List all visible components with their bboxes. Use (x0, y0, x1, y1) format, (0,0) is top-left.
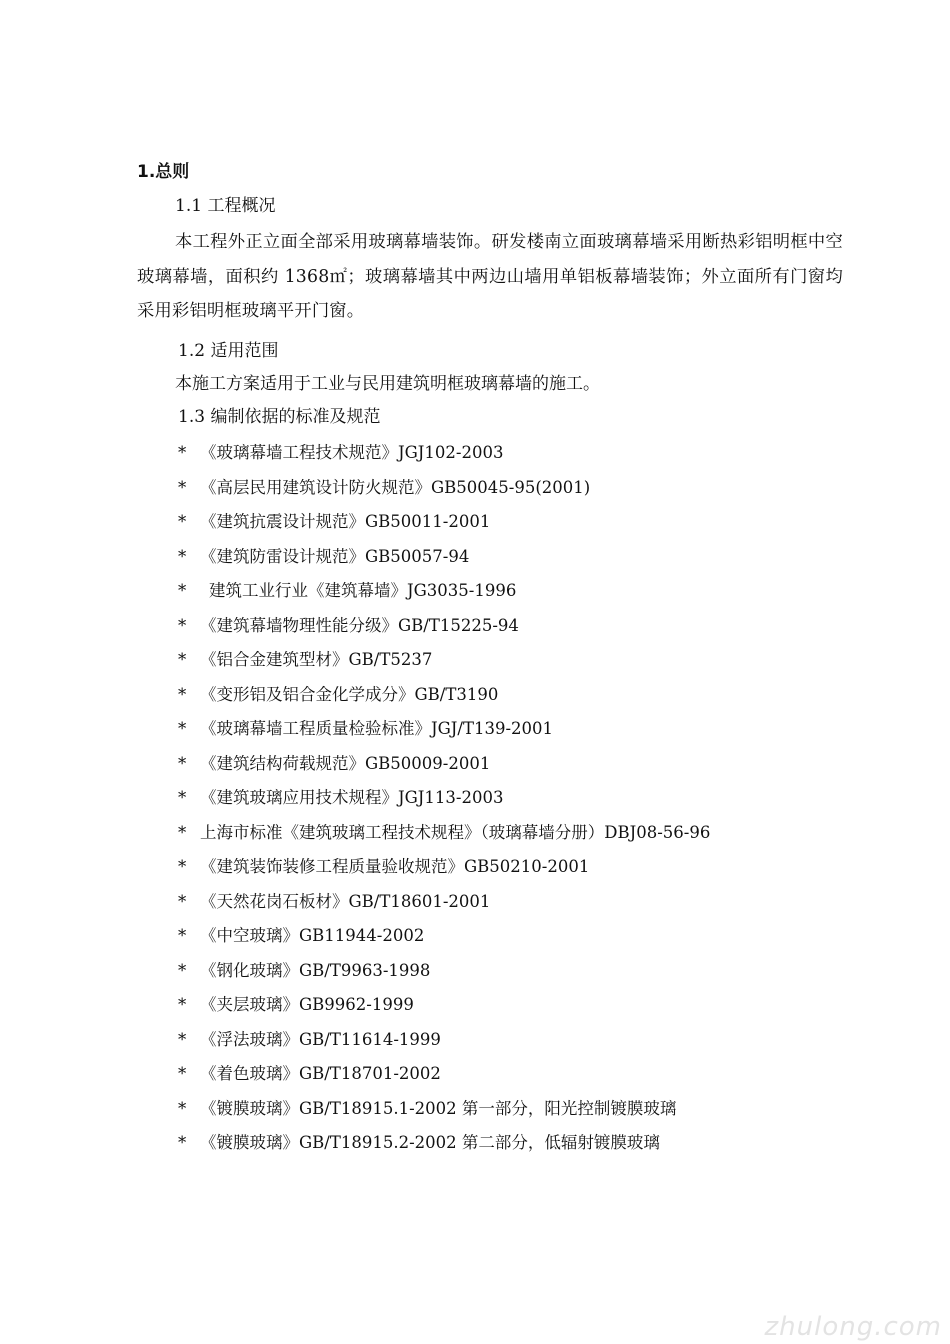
section-heading-general: 1.总则 (137, 162, 190, 182)
list-item (178, 888, 710, 923)
site-watermark: zhulong.com (764, 1312, 942, 1342)
reference-text: 建筑工业行业《建筑幕墙》JG3035-1996 (209, 581, 517, 600)
reference-text: 《建筑防雷设计规范》GB50057-94 (200, 546, 470, 566)
bullet-star: * (178, 1133, 187, 1152)
bullet-star: * (178, 684, 187, 704)
list-item (178, 543, 710, 578)
list-item (178, 577, 710, 612)
reference-text: 《镀膜玻璃》GB/T18915.1-2002 第一部分，阳光控制镀膜玻璃 (200, 1098, 677, 1118)
reference-text: 《镀膜玻璃》GB/T18915.2-2002 第二部分，低辐射镀膜玻璃 (200, 1133, 660, 1152)
bullet-star: * (178, 615, 187, 635)
list-item (178, 922, 710, 957)
bullet-star: * (178, 891, 187, 911)
reference-text: 《浮法玻璃》GB/T11614-1999 (200, 1029, 441, 1049)
list-item (178, 1060, 710, 1095)
reference-text: 《中空玻璃》GB11944-2002 (200, 926, 425, 945)
reference-text: 《建筑结构荷载规范》GB50009-2001 (200, 753, 491, 773)
list-item (178, 957, 710, 992)
bullet-star: * (178, 995, 187, 1014)
list-item (178, 1095, 710, 1130)
scope-paragraph: 本施工方案适用于工业与民用建筑明框玻璃幕墙的施工。 (175, 374, 600, 394)
reference-text: 《天然花岗石板材》GB/T18601-2001 (200, 891, 491, 911)
reference-text: 《高层民用建筑设计防火规范》GB50045-95(2001) (200, 477, 591, 497)
reference-text: 《建筑幕墙物理性能分级》GB/T15225-94 (200, 615, 519, 635)
bullet-star: * (178, 1064, 187, 1083)
list-item (178, 439, 710, 474)
list-item (178, 508, 710, 543)
list-item (178, 681, 710, 716)
list-item (178, 474, 710, 509)
project-overview-paragraph: 本工程外正立面全部采用玻璃幕墙装饰。研发楼南立面玻璃幕墙采用断热彩铝明框中空玻璃幕墙，面积约 1368㎡；玻璃幕墙其中两边山墙用单铝板幕墙装饰；外立面所有门窗均采用彩铝明框玻璃平开门窗。 (137, 232, 843, 321)
reference-text: 《夹层玻璃》GB9962-1999 (200, 995, 414, 1014)
bullet-star: * (178, 581, 187, 600)
subsection-title-scope: 1.2 适用范围 (178, 341, 279, 361)
reference-text: 《建筑装饰装修工程质量验收规范》GB50210-2001 (200, 857, 590, 876)
reference-text: 《玻璃幕墙工程技术规范》JGJ102-2003 (200, 443, 504, 462)
list-item (178, 646, 710, 681)
bullet-star: * (178, 477, 187, 497)
list-item (178, 612, 710, 647)
reference-text: 《变形铝及铝合金化学成分》GB/T3190 (200, 684, 499, 704)
reference-text: 《玻璃幕墙工程质量检验标准》JGJ/T139-2001 (200, 719, 554, 738)
bullet-star: * (178, 788, 187, 807)
list-item (178, 784, 710, 819)
bullet-star: * (178, 546, 187, 566)
bullet-star: * (178, 753, 187, 773)
reference-text: 《铝合金建筑型材》GB/T5237 (200, 650, 433, 669)
subsection-title-project-overview: 1.1 工程概况 (175, 196, 276, 216)
list-item (178, 853, 710, 888)
bullet-star: * (178, 1098, 187, 1118)
list-item (178, 750, 710, 785)
reference-text: 《建筑抗震设计规范》GB50011-2001 (200, 512, 491, 531)
bullet-star: * (178, 926, 187, 945)
subsection-title-standards: 1.3 编制依据的标准及规范 (178, 407, 381, 427)
reference-text: 《钢化玻璃》GB/T9963-1998 (200, 960, 431, 980)
list-item (178, 715, 710, 750)
list-item (178, 1026, 710, 1061)
bullet-star: * (178, 443, 187, 462)
reference-text: 上海市标准《建筑玻璃工程技术规程》（玻璃幕墙分册）DBJ08-56-96 (200, 822, 711, 842)
bullet-star: * (178, 857, 187, 876)
bullet-star: * (178, 960, 187, 980)
bullet-star: * (178, 650, 187, 669)
standards-list (178, 439, 710, 1164)
bullet-star: * (178, 1029, 187, 1049)
bullet-star: * (178, 512, 187, 531)
list-item (178, 1129, 710, 1164)
reference-text: 《着色玻璃》GB/T18701-2002 (200, 1064, 441, 1083)
bullet-star: * (178, 719, 187, 738)
list-item (178, 819, 710, 854)
list-item (178, 991, 710, 1026)
bullet-star: * (178, 822, 187, 842)
reference-text: 《建筑玻璃应用技术规程》JGJ113-2003 (200, 788, 504, 807)
